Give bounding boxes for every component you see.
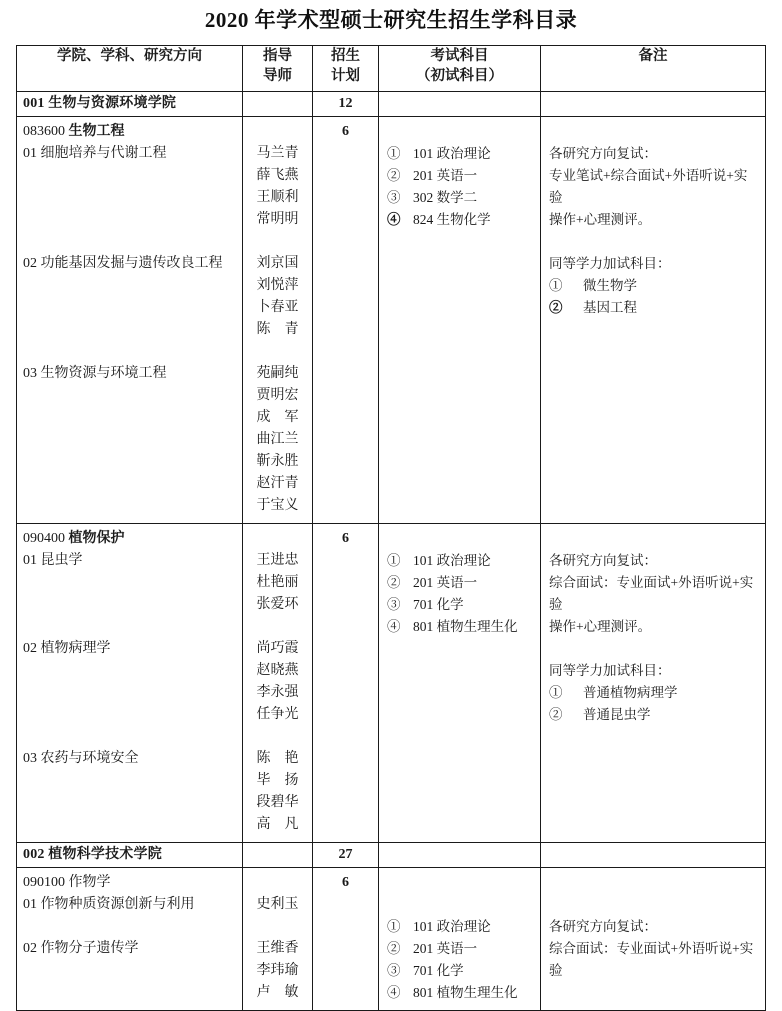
exam-subject-item: [379, 187, 540, 209]
exam-subject-text: 701 化学: [413, 963, 464, 978]
faculty-name-cell: [17, 92, 243, 117]
advisor-name: 陈 青: [256, 322, 299, 337]
exam-subject-item: [379, 594, 540, 616]
advisor-name: 靳永胜: [256, 454, 299, 469]
advisor-name: 于宝义: [256, 498, 299, 513]
faculty-name: 002 植物科学技术学院: [23, 847, 162, 862]
advisor-name: 史利玉: [256, 897, 299, 912]
program-row: [17, 868, 766, 1011]
program-code-line: [23, 528, 242, 550]
note-extra-text: 普通植物病理学: [583, 685, 678, 700]
exam-subject-list: [379, 524, 540, 644]
direction-spacer: [23, 660, 242, 748]
advisor-name: 薛飞燕: [256, 168, 299, 183]
direction-spacer: [23, 572, 242, 638]
program-plan-value: 6: [342, 875, 349, 890]
program-name: 植物保护: [68, 531, 125, 546]
exam-subject-item: [379, 165, 540, 187]
exam-subject-text: 701 化学: [413, 597, 464, 612]
advisor-name: 尚巧霞: [256, 641, 299, 656]
exam-lead-spacer: [379, 121, 540, 143]
exam-subject-number: ①: [387, 146, 401, 161]
exam-lead-spacer: [379, 528, 540, 550]
advisor-group-gap: [243, 341, 312, 363]
research-direction: 01 昆虫学: [23, 553, 83, 568]
exam-subject-number: ①: [387, 553, 401, 568]
advisor-name: 杜艳丽: [256, 575, 299, 590]
note-extra-item: [549, 297, 757, 319]
advisor-list: [243, 524, 312, 842]
exam-subject-item: [379, 916, 540, 938]
catalog-table-wrapper: [16, 45, 765, 1011]
program-plan-cell: [313, 117, 379, 524]
advisor-name: 段碧华: [256, 795, 299, 810]
research-direction: 02 作物分子遗传学: [23, 941, 139, 956]
faculty-note-cell: [541, 843, 766, 868]
exam-subject-item: [379, 143, 540, 165]
note-extra-title: 同等学力加试科目：: [549, 663, 671, 678]
advisor-lead-spacer: [243, 872, 312, 894]
exam-subject-text: 302 数学二: [413, 190, 478, 205]
advisor-name: 刘京国: [256, 256, 299, 271]
direction-spacer: [23, 275, 242, 363]
exam-subject-item: [379, 960, 540, 982]
faculty-note-cell: [541, 92, 766, 117]
note-extra-text: 基因工程: [583, 300, 637, 315]
column-header-exam: [379, 46, 541, 92]
direction-spacer: [23, 165, 242, 253]
note-extra-item: [549, 275, 757, 297]
exam-subject-list: [379, 117, 540, 237]
note-content: [541, 117, 765, 325]
program-code: 090400: [23, 531, 69, 546]
advisor-name: 苑嗣纯: [256, 366, 299, 381]
exam-subject-text: 201 英语一: [413, 575, 478, 590]
exam-subject-number: ④: [387, 212, 401, 227]
advisor-name: 贾明宏: [256, 388, 299, 403]
note-retest-body-line: 专业笔试+综合面试+外语听说+实验: [549, 168, 748, 205]
table-header: [17, 46, 766, 92]
exam-subject-text: 101 政治理论: [413, 919, 491, 934]
exam-subject-number: ②: [387, 168, 401, 183]
exam-subject-number: ②: [387, 941, 401, 956]
advisor-group-gap: [243, 231, 312, 253]
program-note-cell: [541, 868, 766, 1011]
exam-subject-item: [379, 616, 540, 638]
note-retest-title: 各研究方向复试：: [549, 919, 657, 934]
note-lead-spacer: [549, 528, 757, 550]
column-header-note-label: 备注: [638, 48, 668, 64]
advisor-name: 刘悦萍: [256, 278, 299, 293]
note-extra-number: ①: [549, 685, 563, 700]
exam-subject-text: 801 植物生理生化: [413, 985, 518, 1000]
note-extra-item: [549, 682, 757, 704]
advisor-name: 张爱环: [256, 597, 299, 612]
faculty-plan-value: 12: [338, 96, 353, 111]
note-extra-text: 微生物学: [583, 278, 637, 293]
table-body: [17, 92, 766, 1011]
note-retest-body-line: 综合面试：专业面试+外语听说+实验: [549, 941, 754, 978]
advisor-name: 常明明: [256, 212, 299, 227]
note-retest-title: 各研究方向复试：: [549, 146, 657, 161]
program-row: [17, 117, 766, 524]
exam-subject-text: 201 英语一: [413, 168, 478, 183]
exam-lead-spacer: [379, 872, 540, 916]
exam-subject-item: [379, 550, 540, 572]
faculty-plan-cell: [313, 843, 379, 868]
faculty-plan-cell: [313, 92, 379, 117]
note-content: [541, 868, 765, 988]
advisor-name: 毕 扬: [256, 773, 299, 788]
research-direction: 01 作物种质资源创新与利用: [23, 897, 195, 912]
exam-subject-item: [379, 209, 540, 231]
research-direction: 03 农药与环境安全: [23, 751, 139, 766]
exam-subject-text: 801 植物生理生化: [413, 619, 518, 634]
advisor-name: 曲江兰: [256, 432, 299, 447]
exam-subject-number: ③: [387, 597, 401, 612]
note-lead-spacer: [549, 872, 757, 916]
advisor-name: 李永强: [256, 685, 299, 700]
program-code: 083600: [23, 124, 69, 139]
advisor-name: 卜春亚: [256, 300, 299, 315]
advisor-list: [243, 868, 312, 1010]
exam-subject-item: [379, 572, 540, 594]
program-advisor-cell: [243, 524, 313, 843]
note-retest-title: 各研究方向复试：: [549, 553, 657, 568]
advisor-name: 李玮瑜: [256, 963, 299, 978]
faculty-name: 001 生物与资源环境学院: [23, 96, 177, 111]
program-note-cell: [541, 117, 766, 524]
program-code-line: [23, 121, 242, 143]
program-advisor-cell: [243, 868, 313, 1011]
note-content: [541, 524, 765, 732]
faculty-row: [17, 92, 766, 117]
program-exam-cell: [379, 868, 541, 1011]
note-section-gap: [549, 638, 757, 660]
exam-subject-number: ②: [387, 575, 401, 590]
advisor-name: 高 凡: [256, 817, 299, 832]
advisor-name: 王维香: [256, 941, 299, 956]
program-plan-cell: [313, 868, 379, 1011]
note-extra-title: 同等学力加试科目：: [549, 256, 671, 271]
exam-subject-text: 201 英语一: [413, 941, 478, 956]
advisor-group-gap: [243, 616, 312, 638]
program-code: 090100: [23, 875, 69, 890]
note-extra-number: ②: [549, 300, 563, 315]
exam-subject-text: 101 政治理论: [413, 146, 491, 161]
program-advisor-cell: [243, 117, 313, 524]
exam-subject-number: ③: [387, 963, 401, 978]
program-plan-cell: [313, 524, 379, 843]
note-retest-body-line: 操作+心理测评。: [549, 619, 652, 634]
program-exam-cell: [379, 117, 541, 524]
program-code-line: [23, 872, 242, 894]
note-extra-number: ①: [549, 278, 563, 293]
program-row: [17, 524, 766, 843]
faculty-name-cell: [17, 843, 243, 868]
advisor-name: 成 军: [256, 410, 299, 425]
exam-subject-item: [379, 982, 540, 1004]
column-header-plan: [313, 46, 379, 92]
program-name: 作物学: [68, 875, 111, 890]
program-direction-cell: [17, 117, 243, 524]
advisor-group-gap: [243, 726, 312, 748]
column-header-advisor-line2: 导师: [263, 68, 292, 84]
exam-subject-list: [379, 868, 540, 1010]
advisor-name: 王进忠: [256, 553, 299, 568]
advisor-name: 王顺利: [256, 190, 299, 205]
advisor-list: [243, 117, 312, 523]
program-name: 生物工程: [68, 124, 125, 139]
column-header-exam-line1: 考试科目: [430, 48, 489, 64]
faculty-exam-cell: [379, 92, 541, 117]
direction-spacer: [23, 916, 242, 938]
advisor-name: 马兰青: [256, 146, 299, 161]
advisor-name: 卢 敏: [256, 985, 299, 1000]
column-header-advisor-line1: 指导: [263, 48, 292, 64]
faculty-row: [17, 843, 766, 868]
column-header-plan-line2: 计划: [331, 68, 360, 84]
faculty-advisor-cell: [243, 92, 313, 117]
program-plan-value: 6: [342, 531, 349, 546]
exam-subject-text: 824 生物化学: [413, 212, 491, 227]
column-header-note: [541, 46, 766, 92]
faculty-plan-value: 27: [338, 847, 353, 862]
note-retest-body-line: 综合面试：专业面试+外语听说+实验: [549, 575, 754, 612]
column-header-plan-line1: 招生: [331, 48, 360, 64]
program-exam-cell: [379, 524, 541, 843]
program-direction-cell: [17, 524, 243, 843]
research-direction: 02 植物病理学: [23, 641, 111, 656]
column-header-advisor: [243, 46, 313, 92]
advisor-name: 陈 艳: [256, 751, 299, 766]
note-lead-spacer: [549, 121, 757, 143]
advisor-lead-spacer: [243, 121, 312, 143]
column-header-exam-line2: （初试科目）: [416, 68, 503, 84]
advisor-group-gap: [243, 916, 312, 938]
program-direction-cell: [17, 868, 243, 1011]
advisor-name: 任争光: [256, 707, 299, 722]
research-direction: 02 功能基因发掘与遗传改良工程: [23, 256, 223, 271]
note-extra-item: [549, 704, 757, 726]
note-extra-number: ②: [549, 707, 563, 722]
page-title: 2020 年学术型硕士研究生招生学科目录: [204, 8, 578, 32]
advisor-name: 赵晓燕: [256, 663, 299, 678]
table-header-row: [17, 46, 766, 92]
admissions-catalog-table: [16, 45, 766, 1011]
note-retest-body-line: 操作+心理测评。: [549, 212, 652, 227]
research-direction: 03 生物资源与环境工程: [23, 366, 167, 381]
exam-subject-text: 101 政治理论: [413, 553, 491, 568]
advisor-name: 赵汗青: [256, 476, 299, 491]
note-section-gap: [549, 231, 757, 253]
column-header-direction: [17, 46, 243, 92]
note-extra-text: 普通昆虫学: [583, 707, 651, 722]
column-header-direction-label: 学院、学科、研究方向: [57, 48, 202, 64]
direction-list: [17, 868, 242, 966]
exam-subject-number: ①: [387, 919, 401, 934]
exam-subject-number: ③: [387, 190, 401, 205]
research-direction: 01 细胞培养与代谢工程: [23, 146, 167, 161]
program-plan-value: 6: [342, 124, 349, 139]
faculty-exam-cell: [379, 843, 541, 868]
exam-subject-number: ④: [387, 985, 401, 1000]
faculty-advisor-cell: [243, 843, 313, 868]
direction-list: [17, 524, 242, 776]
exam-subject-number: ④: [387, 619, 401, 634]
program-note-cell: [541, 524, 766, 843]
exam-subject-item: [379, 938, 540, 960]
advisor-lead-spacer: [243, 528, 312, 550]
direction-list: [17, 117, 242, 391]
